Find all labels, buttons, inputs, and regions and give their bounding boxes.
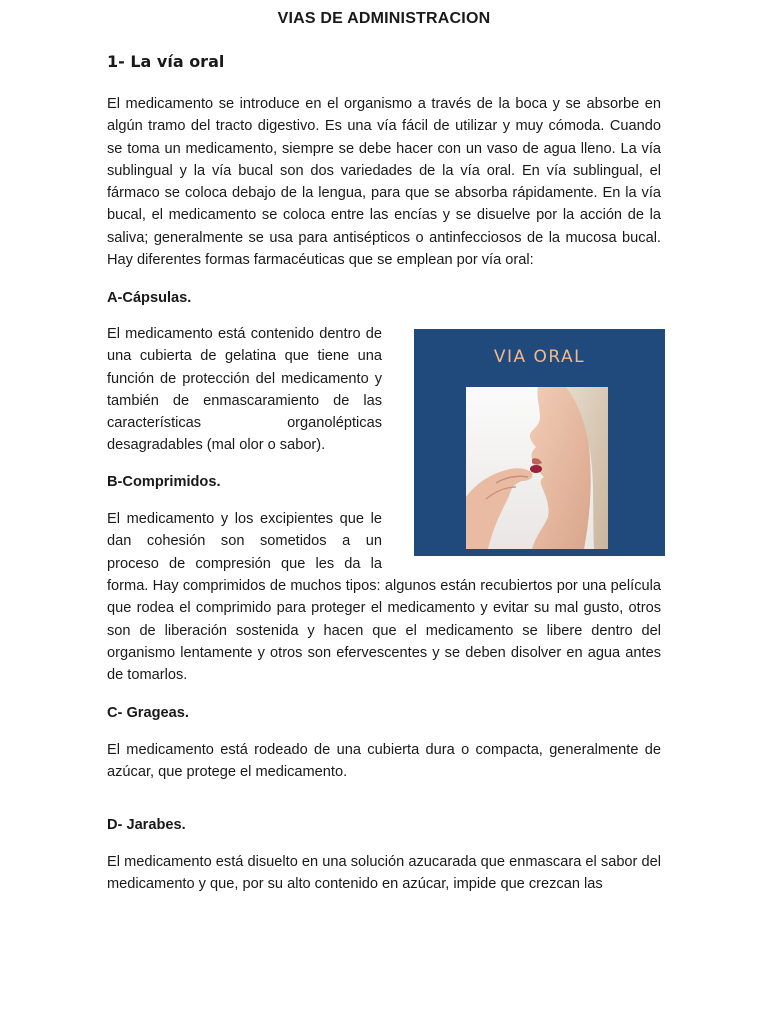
comprimidos-line-1: El medicamento y los excipientes que le: [107, 511, 382, 527]
intro-paragraph: El medicamento se introduce en el organismo a través de la boca y se absorbe en algún tramo del tracto digestivo. Es una vía fácil de utilizar y muy cómoda. Cuando se toma un medicamento, siempre se debe hacer con un vaso de agua lleno. La vía sublingual y la vía bucal son dos variedades de la vía oral. En vía sublingual, el fármaco se coloca debajo de la lengua, para que se absorba rápidamente. En la vía bucal, el medicamento se coloca entre las encías y se disuelve por la acción de la saliva; generalmente se usa para antisépticos o antinfecciosos de la mucosa bucal. Hay diferentes formas farmacéuticas que se emplean por vía oral:: [107, 96, 661, 269]
paragraph-capsulas: El medicamento está contenido dentro de una cubierta de gelatina que tiene una función de protección del medicamento y también de enmascaramiento de las características organolépticas desagradables (mal olor o sabor).: [107, 326, 382, 454]
section-heading-via-oral: 1- La vía oral: [107, 52, 225, 71]
comprimidos-line-2: dan cohesión son sometidos a un: [107, 533, 382, 550]
document-title: VIAS DE ADMINISTRACION: [277, 10, 491, 27]
comprimidos-line-3: proceso de compresión que les da la: [107, 555, 382, 572]
via-oral-image: [414, 329, 665, 556]
paragraph-jarabes: El medicamento está disuelto en una solución azucarada que enmascara el sabor del medicamento y que, por su alto contenido en azúcar, impide que crezcan las: [107, 854, 661, 893]
heading-capsulas: A-Cápsulas.: [107, 290, 192, 306]
paragraph-comprimidos-wrap: [107, 508, 382, 575]
heading-comprimidos: B-Comprimidos.: [107, 474, 221, 490]
woman-taking-pill-photo-icon: [466, 387, 608, 549]
heading-jarabes: D- Jarabes.: [107, 817, 186, 833]
paragraph-comprimidos-rest: forma. Hay comprimidos de muchos tipos: algunos están recubiertos por una película que rodea el comprimido para proteger el medicamento y evitar su mal gusto, otros son de liberación sostenida y hacen que el medicamento se libere dentro del organismo lentamente y otros son efervescentes y se deben disolver en agua antes de tomarlos.: [107, 578, 661, 684]
paragraph-grageas: El medicamento está rodeado de una cubierta dura o compacta, generalmente de azúcar, que protege el medicamento.: [107, 742, 661, 781]
heading-grageas: C- Grageas.: [107, 705, 189, 721]
image-caption: VIA ORAL: [493, 347, 586, 367]
